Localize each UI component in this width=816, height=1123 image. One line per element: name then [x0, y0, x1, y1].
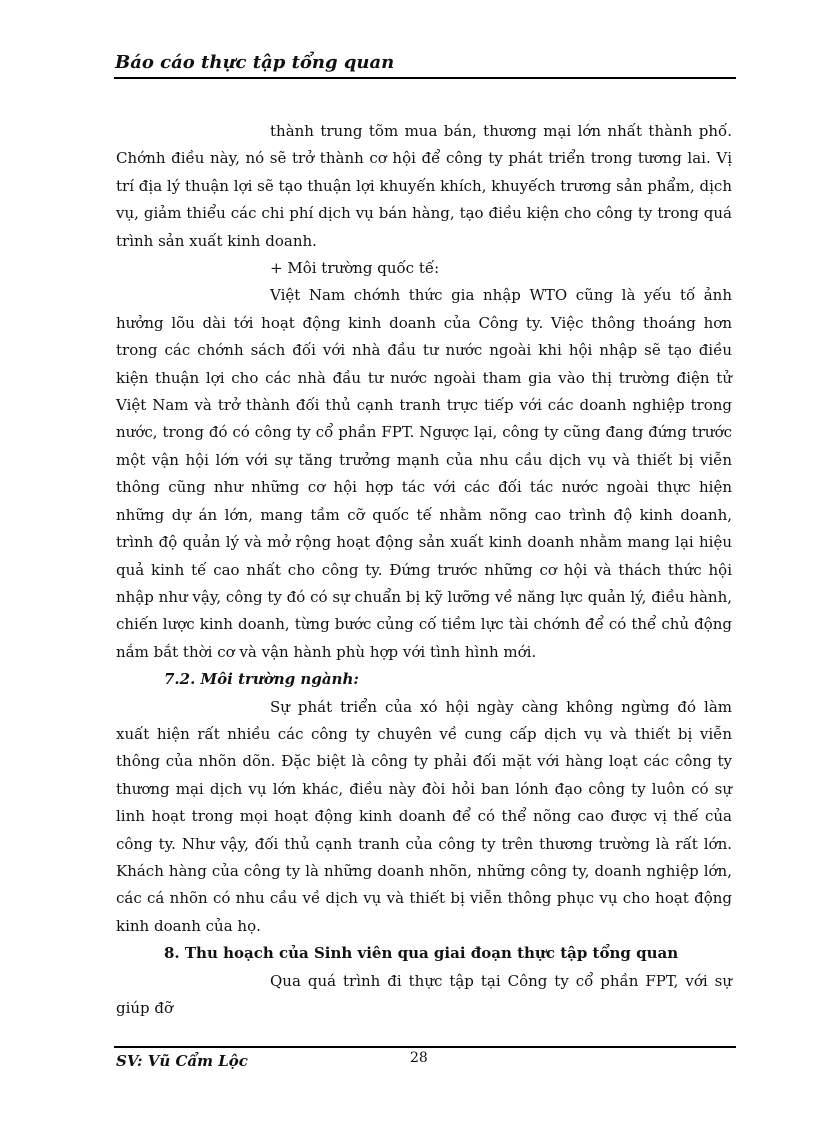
section-heading-industry: 7.2. Môi trường ngành: — [164, 670, 359, 689]
footer-author: SV: Vũ Cẩm Lộc — [116, 1052, 248, 1070]
footer-divider — [114, 1046, 736, 1048]
page-number: 28 — [410, 1050, 428, 1066]
paragraph-international: Việt Nam chớnh thức gia nhập WTO cũng là yếu tố ảnh hưởng lõu dài tới hoạt động kinh doanh của Công ty. Việc thông thoáng hơn trong các chớnh sách đối với nhà đầu tư nước ngoài khi hội nhập sẽ tạo điều kiện thuận lợi cho các nhà đầu tư nước ngoài tham gia vào thị trường điện tử Việt Nam và trở thành đối thủ cạnh tranh trực tiếp với các doanh nghiệp trong nước, trong đó có công ty cổ phần FPT. Ngược lại, công ty cũng đang đứng trước một vận hội lớn với sự tăng trưởng mạnh của nhu cầu dịch vụ và thiết bị viễn thông cũng như những cơ hội hợp tác với các đối tác nước ngoài thực hiện những dự án lớn, mang tầm cỡ quốc tế nhằm nõng cao trình độ kinh doanh, trình độ quản lý và mở rộng hoạt động sản xuất kinh doanh nhằm mang lại hiệu quả kinh tế cao nhất cho công ty. Đứng trước những cơ hội và thách thức hội nhập như vậy, công ty đó có sự chuẩn bị kỹ lưỡng về năng lực quản lý, điều hành, chiến lược kinh doanh, từng bước củng cố tiềm lực tài chớnh để có thể chủ động nắm bắt thời cơ và vận hành phù hợp với tình hình mới. — [116, 286, 732, 661]
subheading-international: + Môi trường quốc tế: — [270, 259, 440, 278]
paragraph-learnings: Qua quá trình đi thực tập tại Công ty cổ phần FPT, với sự giúp đỡ — [116, 971, 732, 1017]
section-heading-learnings: 8. Thu hoạch của Sinh viên qua giai đoạn thực tập tổng quan — [164, 944, 679, 963]
header-divider — [114, 77, 736, 79]
paragraph-location: thành trung tõm mua bán, thương mại lớn nhất thành phố. Chớnh điều này, nó sẽ trở thành cơ hội để công ty phát triển trong tương lai. Vị trí địa lý thuận lợi sẽ tạo thuận lợi khuyến khích, khuyếch trương sản phẩm, dịch vụ, giảm thiểu các chi phí dịch vụ bán hàng, tạo điều kiện cho công ty trong quá trình sản xuất kinh doanh. — [116, 122, 732, 250]
paragraph-industry: Sự phát triển của xó hội ngày càng không ngừng đó làm xuất hiện rất nhiều các công ty chuyên về cung cấp dịch vụ và thiết bị viễn thông của nhõn dõn. Đặc biệt là công ty phải đối mặt với hàng loạt các công ty thương mại dịch vụ lớn khác, điều này đòi hỏi ban lónh đạo công ty luôn có sự linh hoạt trong mọi hoạt động kinh doanh để có thể nõng cao được vị thế của công ty. Như vậy, đối thủ cạnh tranh của công ty trên thương trường là rất lớn. Khách hàng của công ty là những doanh nhõn, những công ty, doanh nghiệp lớn, các cá nhõn có nhu cầu về dịch vụ và thiết bị viễn thông phục vụ cho hoạt động kinh doanh của họ. — [116, 697, 732, 935]
document-body — [116, 118, 732, 1022]
header-title: Báo cáo thực tập tổng quan — [115, 52, 395, 73]
